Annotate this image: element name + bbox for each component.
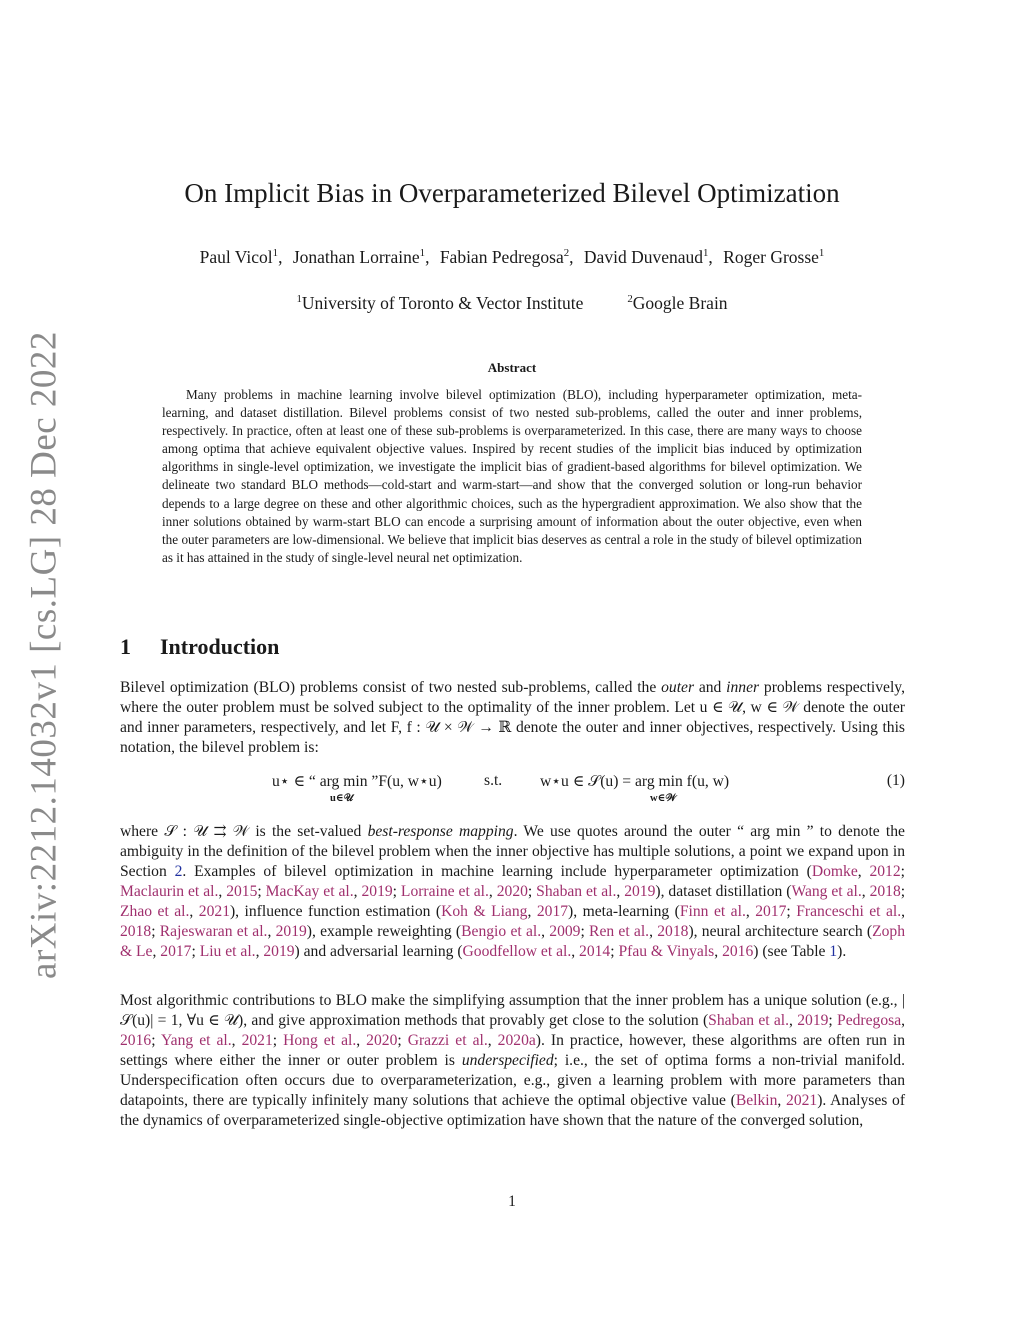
abstract-heading: Abstract (487, 360, 537, 375)
equation-such-that: s.t. (484, 772, 503, 789)
paper-title: On Implicit Bias in Overparameterized Bilevel Optimization (184, 178, 840, 208)
citation-link[interactable]: Belkin (735, 1092, 778, 1109)
citation-link[interactable]: 2017 (755, 903, 787, 920)
citation-link[interactable]: 2021 (241, 1032, 273, 1049)
citation-link[interactable]: Zhao et al. (120, 903, 190, 920)
citation-link[interactable]: Wang et al. (791, 883, 862, 900)
citation-link[interactable]: Hong et al. (283, 1032, 357, 1049)
section-number: 1 (120, 634, 131, 659)
table-link[interactable]: 1 (829, 943, 838, 960)
citation-link[interactable]: Franceschi et al. (796, 903, 902, 920)
citation-link[interactable]: 2021 (786, 1092, 818, 1109)
citation-link[interactable]: 2020 (366, 1032, 398, 1049)
citation-link[interactable]: 2019 (361, 883, 393, 900)
citation-link[interactable]: Bengio et al. (461, 923, 542, 940)
author: Roger Grosse$^1$ (723, 247, 825, 267)
citation-link[interactable]: 2018 (120, 923, 152, 940)
abstract-text: Many problems in machine learning involve bilevel optimization (BLO), including hyperparameter optimization, meta-learning, and dataset distillation. Bilevel problems consist of two nested sub-problems, called the outer and inner problems, respectively. In practice, often at least one of these sub-problems is overparameterized. In this case, there are many ways to choose among optima that achieve equivalent objective values. Inspired by recent studies of the implicit bias induced by optimization algorithms in single-level optimization, we investigate the implicit bias of gradient-based algorithms for bilevel optimization. We delineate two standard BLO methods—cold-start and warm-start—and show that the converged solution or long-run behavior depends to a large degree on these and other algorithmic choices, such as the hypergradient approximation. We also show that the inner solutions obtained by warm-start BLO can encode a surprising amount of information about the outer objective, even when the outer parameters are low-dimensional. We believe that implicit bias deserves as central a role in the study of bilevel optimization as it has attained in the study of single-level neural net optimization. (162, 387, 862, 565)
citation-link[interactable]: 2016 (120, 1032, 152, 1049)
intro-paragraph-1: Bilevel optimization (BLO) problems consist of two nested sub-problems, called the outer and inner problems respectively, where the outer problem must be solved subject to the optimality of the inner problem. Let u ∈ 𝒰, w ∈ 𝒲 denote the outer and inner parameters, respectively, and let F, f : 𝒰 × 𝒲 → ℝ denote the outer and inner objectives, respectively. Using this notation, the bilevel problem is: (120, 679, 905, 756)
citation-link[interactable]: 2016 (722, 943, 754, 960)
equation-rhs-subscript: w∈𝒲 (650, 793, 677, 804)
intro-paragraph-3: Most algorithmic contributions to BLO make the simplifying assumption that the inner problem has a unique solution (e.g., |𝒮(u)| = 1, ∀u ∈ 𝒰), and give approximation methods that provably get close to the solution (Shaban et al., 2019; Pedregosa, 2016; Yang et al., 2021; Hong et al., 2020; Grazzi et al., 2020a). In practice, however, these algorithms are often run in settings where either the inner or outer problem is underspecified; i.e., the set of optima forms a non-trivial manifold. Underspecification often occurs due to overparameterization, e.g., given a learning problem with more parameters than datapoints, there are typically infinitely many solutions that achieve the optimal objective value (Belkin, 2021). Analyses of the dynamics of overparameterized single-objective optimization have shown that the nature of the converged solution, (120, 992, 906, 1129)
equation-number: (1) (886, 772, 905, 789)
citation-link[interactable]: 2015 (226, 883, 258, 900)
citation-link[interactable]: 2017 (160, 943, 192, 960)
affiliation: $^2$Google Brain (627, 293, 728, 313)
affiliation: $^1$University of Toronto & Vector Institute (296, 293, 584, 313)
citation-link[interactable]: 2018 (657, 923, 689, 940)
citation-link[interactable]: Lorraine et al. (400, 883, 489, 900)
citation-link[interactable]: Yang et al. (160, 1032, 232, 1049)
citation-link[interactable]: 2012 (869, 863, 901, 880)
page-number: 1 (508, 1193, 516, 1210)
citation-link[interactable]: 2020a (497, 1032, 536, 1049)
citation-link[interactable]: 2009 (549, 923, 581, 940)
citation-link[interactable]: Koh & Liang (441, 903, 528, 920)
citation-link[interactable]: 2019 (797, 1012, 829, 1029)
citation-link[interactable]: 2021 (198, 903, 230, 920)
author: David Duvenaud$^1$, (583, 247, 713, 267)
citation-link[interactable]: Maclaurin et al. (120, 883, 219, 900)
citation-link[interactable]: Zoph & Le (120, 923, 906, 960)
affiliation-list (0, 293, 1024, 314)
citation-link[interactable]: MacKay et al. (265, 883, 354, 900)
equation-lhs: u⋆ ∈ “ arg min ”F(u, w⋆u) (272, 773, 442, 790)
equation-rhs: w⋆u ∈ 𝒮(u) = arg min f(u, w) (540, 773, 730, 790)
citation-link[interactable]: 2019 (624, 883, 656, 900)
section-heading (120, 634, 279, 660)
citation-link[interactable]: Pfau & Vinyals (618, 943, 715, 960)
citation-link[interactable]: Shaban et al. (708, 1012, 790, 1029)
author-list (0, 247, 1024, 268)
author: Paul Vicol$^1$, (199, 247, 283, 267)
intro-paragraph-2: where 𝒮 : 𝒰 ⇉ 𝒲 is the set-valued best-response mapping. We use quotes around the outer “ arg min ” to denote the ambiguity in the definition of the bilevel problem when the inner objective has multiple solutions, a point we expand upon in Section 2. Examples of bilevel optimization in machine learning include hyperparameter optimization (Domke, 2012; Maclaurin et al., 2015; MacKay et al., 2019; Lorraine et al., 2020; Shaban et al., 2019), dataset distillation (Wang et al., 2018; Zhao et al., 2021), influence function estimation (Koh & Liang, 2017), meta-learning (Finn et al., 2017; Franceschi et al., 2018; Rajeswaran et al., 2019), example reweighting (Bengio et al., 2009; Ren et al., 2018), neural architecture search (Zoph & Le, 2017; Liu et al., 2019) and adversarial learning (Goodfellow et al., 2014; Pfau & Vinyals, 2016) (see Table 1). (120, 823, 906, 960)
citation-link[interactable]: 2014 (579, 943, 611, 960)
citation-link[interactable]: 2019 (263, 943, 295, 960)
citation-link[interactable]: 2020 (496, 883, 528, 900)
equation-lhs-subscript: u∈𝒰 (330, 793, 354, 804)
section-link[interactable]: 2 (174, 863, 183, 880)
arxiv-id-text: arXiv:2212.14032v1 [cs.LG] 28 Dec 2022 (23, 331, 65, 979)
citation-link[interactable]: Rajeswaran et al. (159, 923, 268, 940)
citation-link[interactable]: 2018 (869, 883, 901, 900)
citation-link[interactable]: Liu et al. (199, 943, 256, 960)
citation-link[interactable]: 2017 (536, 903, 569, 920)
citation-link[interactable]: Pedregosa (837, 1012, 902, 1029)
citation-link[interactable]: Finn et al. (679, 903, 746, 920)
citation-link[interactable]: Ren et al. (589, 923, 650, 940)
citation-link[interactable]: 2019 (275, 923, 307, 940)
author: Jonathan Lorraine$^1$, (292, 247, 430, 267)
citation-link[interactable]: Shaban et al. (536, 883, 617, 900)
citation-link[interactable]: Goodfellow et al. (462, 943, 572, 960)
equation-1 (120, 772, 905, 812)
section-title: Introduction (160, 634, 280, 659)
citation-link[interactable]: Domke (811, 863, 858, 880)
author: Fabian Pedregosa$^2$, (439, 247, 574, 267)
citation-link[interactable]: Grazzi et al. (407, 1032, 488, 1049)
